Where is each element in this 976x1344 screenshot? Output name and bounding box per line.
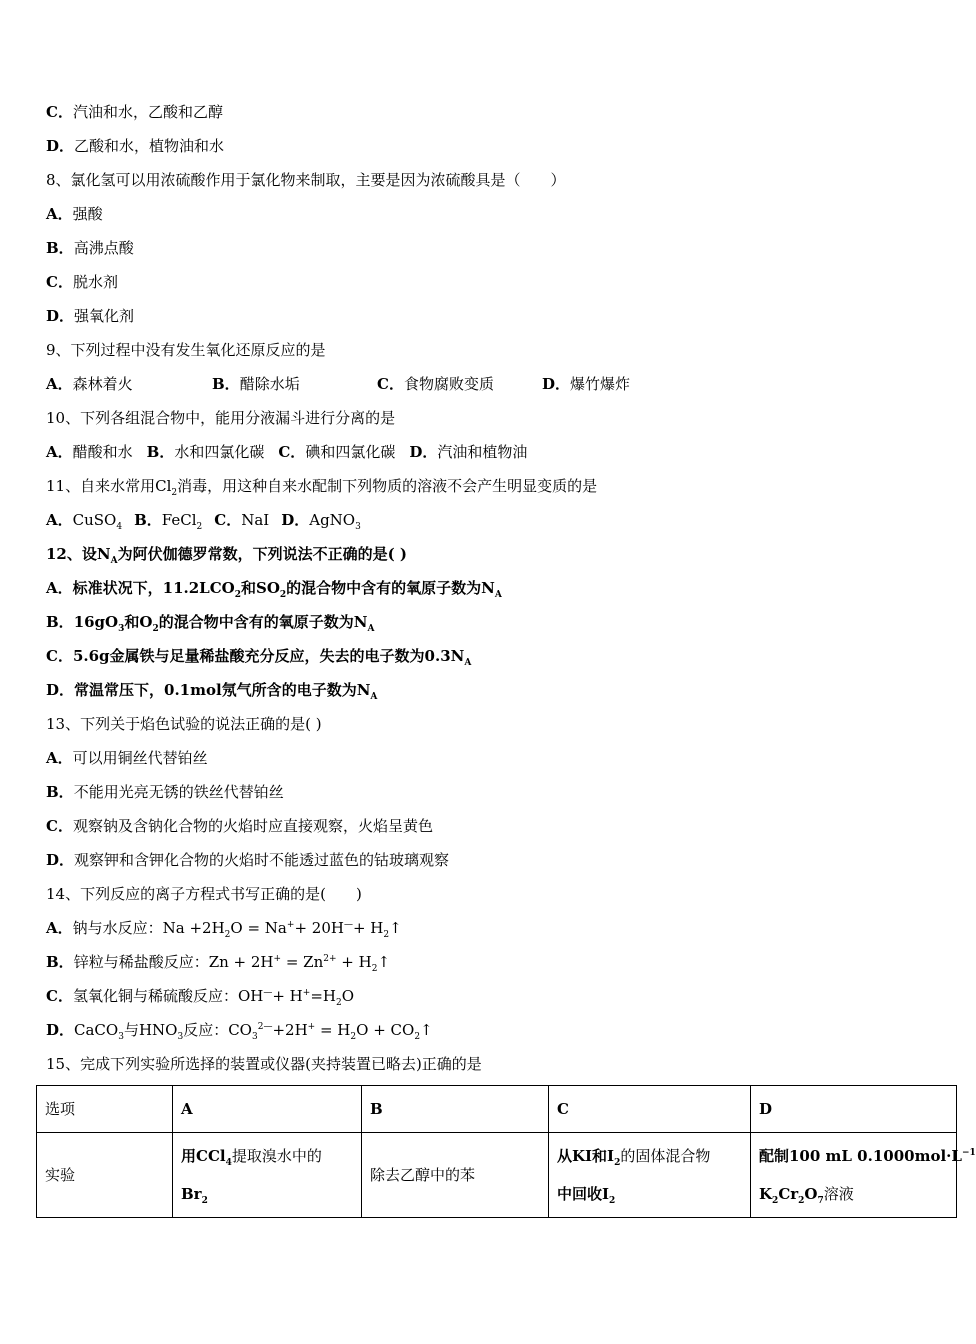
option-text: + H [272, 987, 303, 1005]
q8-option-c [46, 272, 118, 292]
q8-option-a [46, 204, 103, 224]
subscript: 2 [614, 1158, 621, 1168]
subscript: 2 [279, 590, 287, 600]
option-text: 观察钾和含钾化合物的火焰时不能透过蓝色的钴玻璃观察 [74, 851, 450, 869]
q11-option-b [134, 510, 202, 530]
question-text: 10、下列各组混合物中，能用分液漏斗进行分离的是 [46, 409, 396, 427]
subscript: 2 [152, 624, 159, 634]
option-text: 的混合物中含有的氧原子数为N [286, 579, 495, 597]
option-text: O = Na [230, 919, 287, 937]
cell-text: 中回收I [557, 1185, 610, 1203]
option-text: CaCO [74, 1021, 119, 1039]
subscript: 2 [772, 1196, 779, 1206]
q14-option-c [46, 986, 354, 1006]
table-row-label: 实验 [37, 1133, 173, 1218]
option-text: 常温常压下，0.1mol氖气所含的电子数为N [74, 681, 371, 699]
gas-arrow-icon: ↑ [377, 953, 391, 971]
option-text: FeCl [161, 511, 197, 529]
option-text: 强氧化剂 [74, 307, 135, 325]
q13-option-b [46, 782, 284, 802]
option-text: + H [352, 919, 384, 937]
option-text: 食物腐败变质 [403, 375, 494, 393]
q9-options [46, 374, 630, 394]
q11-stem [46, 476, 597, 496]
q14-stem [46, 884, 362, 904]
option-text: NaI [241, 511, 270, 529]
option-text: 醋除水垢 [239, 375, 300, 393]
cell-text: 的固体混合物 [620, 1147, 711, 1165]
subscript: A [370, 692, 378, 702]
option-text: = Zn [281, 953, 324, 971]
option-label: B． [46, 613, 74, 631]
superscript: + [307, 1022, 316, 1032]
option-label: A． [46, 919, 73, 937]
option-label: B． [46, 953, 74, 971]
option-label: D． [542, 375, 571, 393]
q8-stem [46, 170, 566, 190]
option-label: B． [46, 239, 74, 257]
q7-option-c [46, 102, 223, 122]
option-label: C． [214, 511, 242, 529]
option-text: 脱水剂 [72, 273, 118, 291]
q10-stem [46, 408, 395, 428]
question-text: 12、设 [46, 545, 97, 563]
option-label: A． [46, 375, 73, 393]
table-header-row [37, 1086, 957, 1133]
subscript: 2 [335, 998, 342, 1008]
subscript: 2 [609, 1196, 616, 1206]
subscript: 3 [118, 624, 125, 634]
subscript: 2 [798, 1196, 805, 1206]
question-text: 11、自来水常用 [46, 477, 156, 495]
option-text: 汽油和水，乙酸和乙醇 [72, 103, 223, 121]
q14-option-a [46, 918, 402, 938]
q14-option-b [46, 952, 390, 972]
subscript: 2 [414, 1032, 421, 1042]
subscript: 4 [225, 1158, 232, 1168]
table-cell-a [173, 1133, 362, 1218]
q15-stem [46, 1054, 482, 1074]
option-label: A． [46, 579, 73, 597]
question-text: 为阿伏伽德罗常数，下列说法不正确的是( ) [117, 545, 407, 563]
table-header-cell: C [549, 1086, 751, 1133]
option-text: 爆竹爆炸 [570, 375, 631, 393]
option-label: A． [46, 205, 73, 223]
option-text: + 20H [294, 919, 344, 937]
subscript: 2 [171, 488, 178, 498]
table-cell-c [549, 1133, 751, 1218]
superscript: + [273, 954, 282, 964]
superscript: −1 [961, 1148, 976, 1158]
table-row [37, 1133, 957, 1218]
subscript: 4 [116, 522, 123, 532]
option-label: B． [46, 783, 74, 801]
option-label: B． [212, 375, 240, 393]
q7-option-d [46, 136, 224, 156]
gas-arrow-icon: ↑ [420, 1021, 433, 1039]
cell-text: Cr [778, 1185, 799, 1203]
q12-option-d [46, 680, 377, 700]
option-label: D． [409, 443, 438, 461]
option-text: 16gO [73, 613, 119, 631]
option-text: 钠与水反应：Na +2H [72, 919, 225, 937]
q9-stem [46, 340, 326, 360]
cell-text: Br [181, 1185, 202, 1203]
cell-text: 从KI和I [557, 1147, 615, 1165]
table-cell-b: 除去乙醇中的苯 [362, 1133, 549, 1218]
option-text: 观察钠及含钠化合物的火焰时应直接观察，火焰呈黄色 [72, 817, 433, 835]
subscript: 3 [118, 1032, 124, 1042]
option-text: O [341, 987, 355, 1005]
question-text: 13、下列关于焰色试验的说法正确的是( ) [46, 715, 322, 733]
subscript: 3 [177, 1032, 184, 1042]
cell-text: 溶液 [823, 1185, 854, 1203]
option-text: 水和四氯化碳 [174, 443, 265, 461]
q8-option-d [46, 306, 134, 326]
q15-table [36, 1085, 976, 1218]
option-text: 和O [124, 613, 153, 631]
option-text: AgNO [309, 511, 356, 529]
option-text: 和SO [241, 579, 280, 597]
option-text: 不能用光亮无锈的铁丝代替铂丝 [73, 783, 284, 801]
subscript: 2 [201, 1196, 208, 1206]
option-label: C． [46, 987, 73, 1005]
superscript: + [286, 920, 295, 930]
q11-option-c [214, 510, 269, 530]
superscript: — [263, 988, 273, 998]
superscript: + [302, 988, 311, 998]
cell-text: K [759, 1185, 773, 1203]
superscript: 2+ [323, 954, 337, 964]
option-label: D． [46, 851, 75, 869]
subscript: 2 [224, 930, 231, 940]
option-label: C． [377, 375, 404, 393]
option-text: 乙酸和水，植物油和水 [74, 137, 225, 155]
q9-option-d [542, 374, 630, 394]
subscript: 2 [383, 930, 390, 940]
option-text: 与HNO [123, 1021, 178, 1039]
option-label: A． [46, 749, 73, 767]
table-header-cell: A [173, 1086, 362, 1133]
q11-option-a [46, 510, 122, 530]
formula: Cl [155, 477, 172, 495]
gas-arrow-icon: ↑ [389, 919, 402, 937]
q10-option-b [147, 442, 265, 462]
option-text: O + CO [356, 1021, 415, 1039]
q10-option-d [409, 442, 527, 462]
option-text: = H [315, 1021, 351, 1039]
option-text: 森林着火 [72, 375, 133, 393]
option-text: +2H [272, 1021, 308, 1039]
option-label: C． [46, 103, 73, 121]
option-text: 醋酸和水 [72, 443, 133, 461]
option-text: + H [336, 953, 372, 971]
option-label: A． [46, 511, 73, 529]
q11-options [46, 510, 361, 530]
q12-option-c [46, 646, 471, 666]
question-text: 14、下列反应的离子方程式书写正确的是( ) [46, 885, 362, 903]
superscript: — [343, 920, 353, 930]
cell-text: O [804, 1185, 818, 1203]
option-text: 可以用铜丝代替铂丝 [72, 749, 208, 767]
option-text: 反应：CO [183, 1021, 252, 1039]
subscript: 3 [355, 522, 361, 532]
option-text: CuSO [72, 511, 117, 529]
formula: N [96, 545, 111, 563]
q9-option-a [46, 374, 212, 394]
question-text: 8、氯化氢可以用浓硫酸作用于氯化物来制取，主要是因为浓硫酸具是（ ） [46, 171, 566, 189]
option-text: 的混合物中含有的氧原子数为N [158, 613, 368, 631]
subscript: 2 [234, 590, 241, 600]
subscript: A [110, 556, 118, 566]
subscript: 2 [196, 522, 203, 532]
option-label: B． [146, 443, 175, 461]
subscript: A [464, 658, 472, 668]
q9-option-b [212, 374, 377, 394]
option-label: C． [278, 443, 306, 461]
question-text: 消毒，用这种自来水配制下列物质的溶液不会产生明显变质的是 [177, 477, 598, 495]
option-text: 标准状况下，11.2LCO [72, 579, 235, 597]
option-label: D． [46, 137, 75, 155]
option-text: 强酸 [72, 205, 103, 223]
table-header-cell: D [751, 1086, 957, 1133]
q8-option-b [46, 238, 134, 258]
option-text: 5.6g金属铁与足量稀盐酸充分反应，失去的电子数为0.3N [72, 647, 465, 665]
q14-option-d [46, 1020, 433, 1040]
table-header-cell: B [362, 1086, 549, 1133]
q10-option-a [46, 442, 133, 462]
option-label: D． [46, 307, 75, 325]
option-label: A． [46, 443, 73, 461]
subscript: 2 [371, 964, 378, 974]
question-text: 15、完成下列实验所选择的装置或仪器(夹持装置已略去)正确的是 [46, 1055, 482, 1073]
table-header-cell: 选项 [37, 1086, 173, 1133]
q10-option-c [278, 442, 395, 462]
option-text: 汽油和植物油 [437, 443, 528, 461]
option-text: =H [310, 987, 336, 1005]
q10-options [46, 442, 527, 462]
option-text: 氢氧化铜与稀硫酸反应：OH [72, 987, 264, 1005]
option-label: C． [46, 273, 73, 291]
superscript: 2— [257, 1022, 273, 1032]
table-cell-d [751, 1133, 976, 1218]
q9-option-c [377, 374, 542, 394]
option-label: D． [46, 1021, 75, 1039]
subscript: A [367, 624, 375, 634]
cell-text: 配制100 mL 0.1000mol·L [759, 1147, 962, 1165]
cell-text: 提取溴水中的 [231, 1147, 322, 1165]
option-label: C． [46, 647, 73, 665]
q13-option-d [46, 850, 449, 870]
option-label: D． [281, 511, 310, 529]
subscript: 7 [817, 1196, 824, 1206]
q12-stem [46, 544, 407, 564]
q11-option-d [281, 510, 361, 530]
q12-option-b [46, 612, 374, 632]
option-label: D． [46, 681, 75, 699]
subscript: 2 [350, 1032, 357, 1042]
q13-option-c [46, 816, 433, 836]
option-text: 碘和四氯化碳 [305, 443, 396, 461]
option-label: B． [134, 511, 162, 529]
q13-option-a [46, 748, 208, 768]
subscript: A [494, 590, 502, 600]
q12-option-a [46, 578, 502, 598]
option-text: 高沸点酸 [73, 239, 134, 257]
subscript: 3 [251, 1032, 258, 1042]
option-label: C． [46, 817, 73, 835]
option-text: 锌粒与稀盐酸反应：Zn + 2H [73, 953, 274, 971]
question-text: 9、下列过程中没有发生氧化还原反应的是 [46, 341, 326, 359]
q13-stem [46, 714, 322, 734]
cell-text: 用CCl [181, 1147, 226, 1165]
